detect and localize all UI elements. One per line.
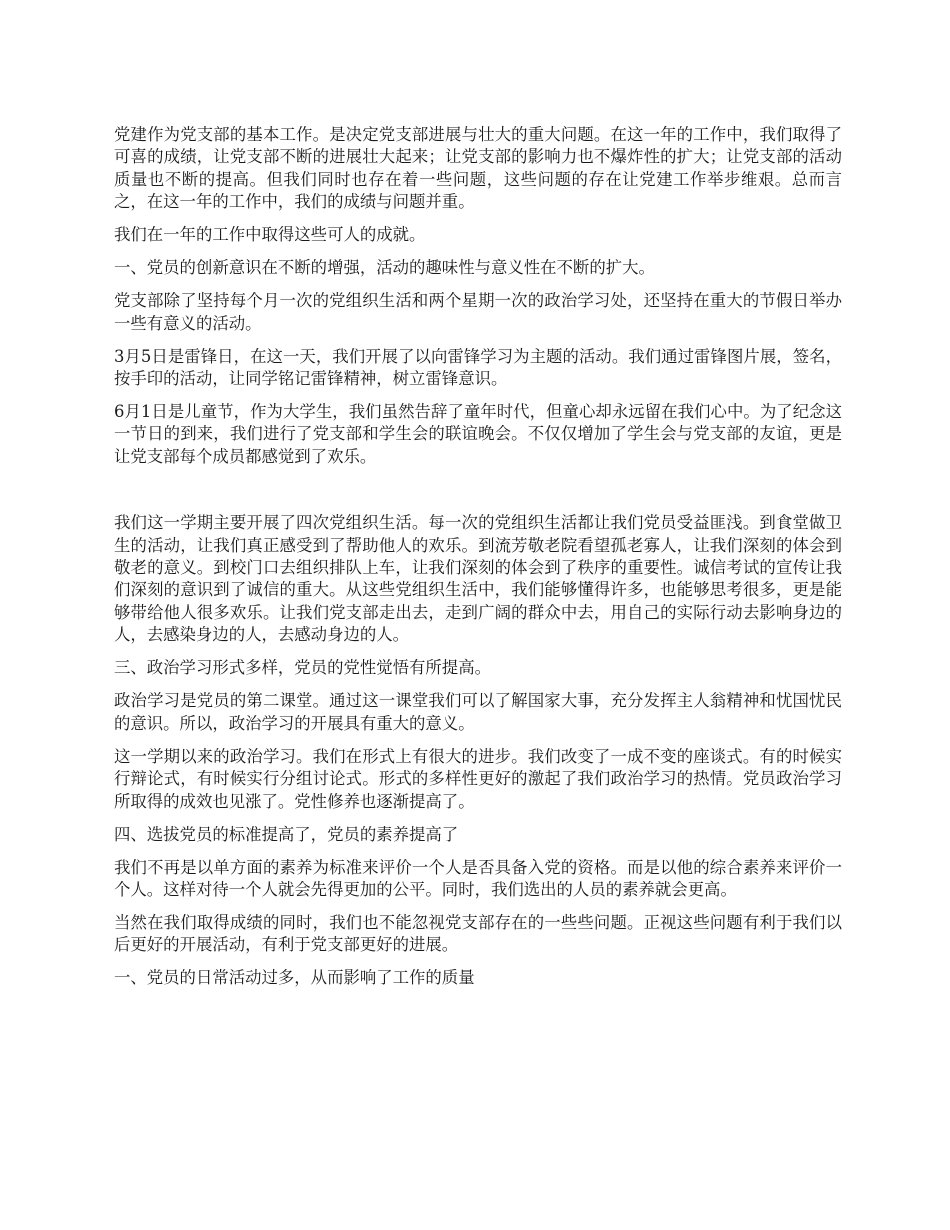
selection-paragraph: 我们不再是以单方面的素养为标准来评价一个人是否具备入党的资格。而是以他的综合素养来评价一个人。这样对待一个人就会先得更加的公平。同时，我们选出的人员的素养就会更高。 [114,857,842,899]
section-heading-problem-one: 一、党员的日常活动过多，从而影响了工作的质量 [114,968,475,988]
political-study-paragraph: 政治学习是党员的第二课堂。通过这一课堂我们可以了解国家大事，充分发挥主人翁精神和忧国忧民的意识。所以，政治学习的开展具有重大的意义。 [114,691,842,733]
section-heading-political-study: 三、政治学习形式多样，党员的党性觉悟有所提高。 [114,658,491,678]
intro-paragraph: 党建作为党支部的基本工作。是决定党支部进展与壮大的重大问题。在这一年的工作中，我们取得了可喜的成绩，让党支部不断的进展壮大起来；让党支部的影响力也不爆炸性的扩大；让党支部的活动质量也不断的提高。但我们同时也存在着一些问题，这些问题的存在让党建工作举步维艰。总而言之，在这一年的工作中，我们的成绩与问题并重。 [114,125,842,212]
section-heading-innovation: 一、党员的创新意识在不断的增强，活动的趣味性与意义性在不断的扩大。 [114,258,655,278]
section-heading-selection: 四、选拔党员的标准提高了，党员的素养提高了 [114,824,459,844]
childrens-day-paragraph: 6月1日是儿童节，作为大学生，我们虽然告辞了童年时代，但童心却永远留在我们心中。为了纪念这一节日的到来，我们进行了党支部和学生会的联谊晚会。不仅仅增加了学生会与党支部的友谊，更是让党支部每个成员都感觉到了欢乐。 [114,402,842,466]
party-life-paragraph: 我们这一学期主要开展了四次党组织生活。每一次的党组织生活都让我们党员受益匪浅。到食堂做卫生的活动，让我们真正感受到了帮助他人的欢乐。到流芳敬老院看望孤老寡人，让我们深刻的体会到敬老的意义。到校门口去组织排队上车，让我们深刻的体会到了秩序的重要性。诚信考试的宣传让我们深刻的意识到了诚信的重大。从这些党组织生活中，我们能够懂得许多，也能够思考很多，更是能够带给他人很多欢乐。让我们党支部走出去，走到广阔的群众中去，用自己的实际行动去影响身边的人，去感染身边的人，去感动身边的人。 [114,513,842,645]
activities-paragraph: 党支部除了坚持每个月一次的党组织生活和两个星期一次的政治学习处，还坚持在重大的节假日举办一些有意义的活动。 [114,291,842,333]
leifeng-day-paragraph: 3月5日是雷锋日，在这一天，我们开展了以向雷锋学习为主题的活动。我们通过雷锋图片展，签名，按手印的活动，让同学铭记雷锋精神，树立雷锋意识。 [114,346,842,389]
problems-intro-paragraph: 当然在我们取得成绩的同时，我们也不能忽视党支部存在的一些些问题。正视这些问题有利于我们以后更好的开展活动，有利于党支部更好的进展。 [114,912,842,955]
achievements-intro-paragraph: 我们在一年的工作中取得这些可人的成就。 [114,225,426,245]
study-format-paragraph: 这一学期以来的政治学习。我们在形式上有很大的进步。我们改变了一成不变的座谈式。有的时候实行辩论式，有时候实行分组讨论式。形式的多样性更好的激起了我们政治学习的热情。党员政治学习所取得的成效也见涨了。党性修养也逐渐提高了。 [114,746,842,811]
document-body [114,124,842,1000]
